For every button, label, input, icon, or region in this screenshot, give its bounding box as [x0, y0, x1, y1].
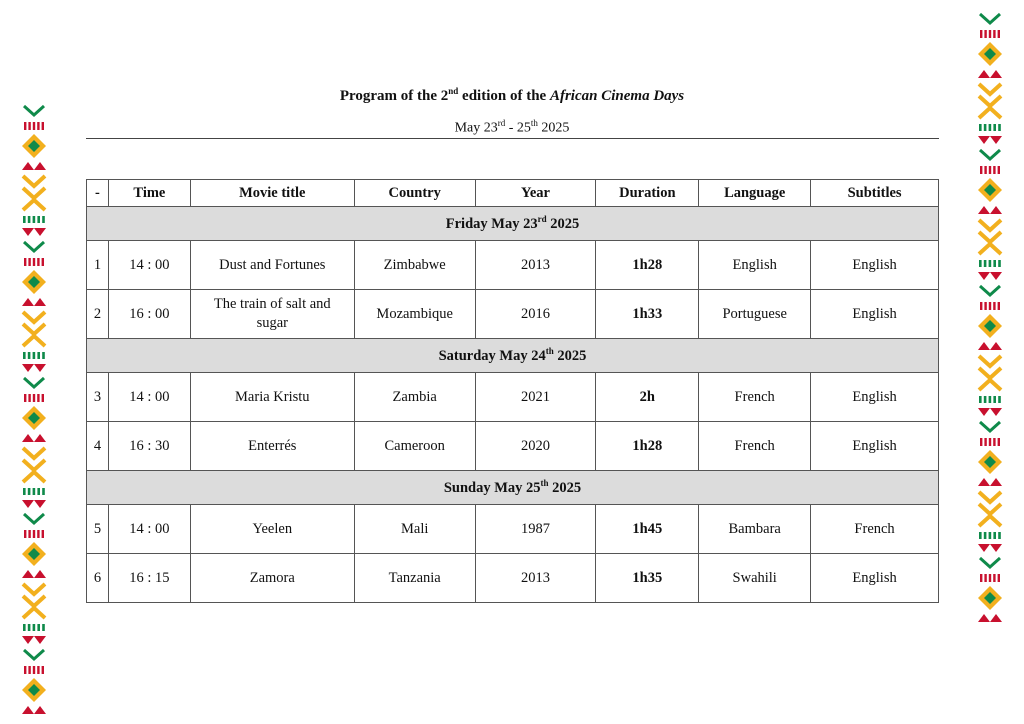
tick-mark [993, 532, 996, 539]
stripe-mark [28, 394, 30, 402]
chevron-mark [980, 422, 1000, 431]
tick-mark [998, 532, 1001, 539]
stripe-mark [993, 166, 995, 174]
tick-mark [979, 396, 982, 403]
triangle-mark [22, 434, 34, 442]
triangle-mark [978, 342, 990, 350]
cell-time: 16 : 30 [108, 422, 190, 471]
col-header: Language [699, 180, 811, 207]
left-pattern-border [16, 104, 52, 714]
chevron-mark [23, 608, 45, 618]
day-row [87, 339, 939, 373]
chevron-mark [24, 650, 44, 659]
chevron-mark [979, 108, 1001, 118]
tick-mark [37, 216, 40, 223]
stripe-mark [993, 302, 995, 310]
stripe-mark [28, 666, 30, 674]
chevron-mark [979, 504, 1001, 514]
triangle-mark [22, 228, 34, 236]
stripe-mark [984, 438, 986, 446]
stripe-mark [989, 30, 991, 38]
row-number: 3 [87, 373, 109, 422]
tick-mark [33, 488, 36, 495]
triangle-mark [990, 408, 1002, 416]
tick-mark [28, 216, 31, 223]
stripe-mark [33, 530, 35, 538]
cell-country: Tanzania [354, 554, 475, 603]
cell-subtitles: French [811, 505, 939, 554]
stripe-mark [37, 394, 39, 402]
tick-mark [984, 260, 987, 267]
stripe-mark [28, 530, 30, 538]
stripe-mark [993, 574, 995, 582]
chevron-mark [24, 242, 44, 251]
triangle-mark [34, 298, 46, 306]
triangle-mark [978, 70, 990, 78]
stripe-mark [980, 302, 982, 310]
cell-subtitles: English [811, 422, 939, 471]
program-table [86, 179, 939, 603]
tick-mark [984, 532, 987, 539]
triangle-mark [22, 636, 34, 644]
header-row [87, 180, 939, 207]
table-row [87, 505, 939, 554]
stripe-mark [980, 438, 982, 446]
triangle-mark [978, 408, 990, 416]
chevron-mark [23, 200, 45, 210]
cell-duration: 1h35 [596, 554, 699, 603]
cell-country: Cameroon [354, 422, 475, 471]
day-heading: Sunday May 25th 2025 [87, 471, 939, 505]
col-header: Country [354, 180, 475, 207]
cell-title: Maria Kristu [190, 373, 354, 422]
row-number: 4 [87, 422, 109, 471]
chevron-mark [980, 558, 1000, 567]
chevron-mark [23, 176, 45, 186]
stripe-mark [993, 438, 995, 446]
cell-duration: 1h28 [596, 241, 699, 290]
triangle-mark [34, 570, 46, 578]
tick-mark [989, 260, 992, 267]
stripe-mark [998, 574, 1000, 582]
day-row [87, 207, 939, 241]
row-number: 2 [87, 290, 109, 339]
cell-year: 2021 [475, 373, 596, 422]
triangle-mark [34, 636, 46, 644]
tick-mark [42, 624, 45, 631]
tick-mark [37, 352, 40, 359]
chevron-mark [979, 232, 1001, 242]
triangle-mark [22, 570, 34, 578]
row-number: 1 [87, 241, 109, 290]
stripe-mark [24, 394, 26, 402]
stripe-mark [33, 258, 35, 266]
stripe-mark [989, 438, 991, 446]
col-header: Subtitles [811, 180, 939, 207]
cell-duration: 2h [596, 373, 699, 422]
stripe-mark [37, 530, 39, 538]
stripe-mark [984, 302, 986, 310]
chevron-mark [979, 356, 1001, 366]
cell-time: 16 : 15 [108, 554, 190, 603]
chevron-mark [23, 336, 45, 346]
stripe-mark [42, 530, 44, 538]
stripe-mark [980, 166, 982, 174]
triangle-mark [22, 706, 34, 714]
stripe-mark [984, 30, 986, 38]
triangle-mark [978, 272, 990, 280]
table-row [87, 422, 939, 471]
chevron-mark [23, 312, 45, 322]
cell-year: 2020 [475, 422, 596, 471]
cell-duration: 1h28 [596, 422, 699, 471]
chevron-mark [24, 514, 44, 523]
stripe-mark [998, 438, 1000, 446]
cell-country: Mozambique [354, 290, 475, 339]
col-header: Movie title [190, 180, 354, 207]
tick-mark [33, 216, 36, 223]
tick-mark [979, 260, 982, 267]
table-row [87, 290, 939, 339]
tick-mark [984, 396, 987, 403]
triangle-mark [990, 614, 1002, 622]
tick-mark [989, 532, 992, 539]
table-row [87, 241, 939, 290]
tick-mark [37, 488, 40, 495]
table-row [87, 373, 939, 422]
triangle-mark [978, 478, 990, 486]
tick-mark [23, 216, 26, 223]
cell-time: 16 : 00 [108, 290, 190, 339]
chevron-mark [24, 378, 44, 387]
chevron-mark [23, 188, 45, 198]
col-header: Time [108, 180, 190, 207]
triangle-mark [978, 614, 990, 622]
cell-year: 2013 [475, 554, 596, 603]
stripe-mark [989, 574, 991, 582]
stripe-mark [24, 666, 26, 674]
tick-mark [33, 624, 36, 631]
stripe-mark [42, 666, 44, 674]
cell-subtitles: English [811, 290, 939, 339]
cell-language: French [699, 373, 811, 422]
table-row [87, 554, 939, 603]
triangle-mark [34, 706, 46, 714]
chevron-mark [24, 106, 44, 115]
cell-country: Mali [354, 505, 475, 554]
triangle-mark [34, 162, 46, 170]
tick-mark [28, 624, 31, 631]
event-dates: May 23rd - 25th 2025 [454, 118, 570, 136]
triangle-mark [22, 162, 34, 170]
col-header: Duration [596, 180, 699, 207]
triangle-mark [22, 298, 34, 306]
cell-title: Dust and Fortunes [190, 241, 354, 290]
stripe-mark [33, 394, 35, 402]
tick-mark [23, 488, 26, 495]
chevron-mark [23, 472, 45, 482]
chevron-mark [23, 584, 45, 594]
tick-mark [989, 396, 992, 403]
triangle-mark [34, 228, 46, 236]
col-header: Year [475, 180, 596, 207]
cell-time: 14 : 00 [108, 241, 190, 290]
stripe-mark [28, 258, 30, 266]
cell-time: 14 : 00 [108, 373, 190, 422]
chevron-mark [23, 324, 45, 334]
cell-language: French [699, 422, 811, 471]
triangle-mark [22, 500, 34, 508]
stripe-mark [33, 666, 35, 674]
stripe-mark [37, 258, 39, 266]
triangle-mark [990, 206, 1002, 214]
cell-title: Enterrés [190, 422, 354, 471]
tick-mark [33, 352, 36, 359]
tick-mark [28, 488, 31, 495]
stripe-mark [42, 394, 44, 402]
chevron-mark [23, 448, 45, 458]
triangle-mark [34, 434, 46, 442]
row-number: 5 [87, 505, 109, 554]
chevron-mark [23, 596, 45, 606]
cell-duration: 1h45 [596, 505, 699, 554]
row-number: 6 [87, 554, 109, 603]
page-title: Program of the 2nd edition of the African Cinema Days [339, 86, 685, 104]
tick-mark [993, 260, 996, 267]
cell-time: 14 : 00 [108, 505, 190, 554]
stripe-mark [42, 258, 44, 266]
stripe-mark [980, 30, 982, 38]
cell-year: 2016 [475, 290, 596, 339]
cell-title-text: The train of salt and sugar [213, 296, 331, 331]
tick-mark [998, 396, 1001, 403]
tick-mark [42, 352, 45, 359]
cell-language: Portuguese [699, 290, 811, 339]
triangle-mark [990, 342, 1002, 350]
triangle-mark [34, 500, 46, 508]
triangle-mark [990, 70, 1002, 78]
stripe-mark [993, 30, 995, 38]
cell-language: Swahili [699, 554, 811, 603]
tick-mark [998, 260, 1001, 267]
triangle-mark [978, 136, 990, 144]
cell-subtitles: English [811, 373, 939, 422]
stripe-mark [24, 258, 26, 266]
cell-title: Zamora [190, 554, 354, 603]
cell-language: Bambara [699, 505, 811, 554]
stripe-mark [998, 30, 1000, 38]
chevron-mark [979, 380, 1001, 390]
chevron-mark [980, 286, 1000, 295]
stripe-mark [24, 530, 26, 538]
cell-country: Zambia [354, 373, 475, 422]
chevron-mark [979, 492, 1001, 502]
stripe-mark [37, 666, 39, 674]
chevron-mark [979, 244, 1001, 254]
stripe-mark [989, 166, 991, 174]
triangle-mark [990, 272, 1002, 280]
tick-mark [23, 624, 26, 631]
chevron-mark [979, 220, 1001, 230]
chevron-mark [23, 460, 45, 470]
stripe-mark [998, 166, 1000, 174]
cell-subtitles: English [811, 554, 939, 603]
triangle-mark [978, 206, 990, 214]
tick-mark [37, 624, 40, 631]
cell-year: 2013 [475, 241, 596, 290]
triangle-mark [22, 364, 34, 372]
stripe-mark [984, 574, 986, 582]
chevron-mark [979, 368, 1001, 378]
cell-subtitles: English [811, 241, 939, 290]
cell-duration: 1h33 [596, 290, 699, 339]
chevron-mark [980, 14, 1000, 23]
cell-country: Zimbabwe [354, 241, 475, 290]
col-header: - [87, 180, 109, 207]
tick-mark [993, 396, 996, 403]
stripe-mark [989, 302, 991, 310]
cell-language: English [699, 241, 811, 290]
triangle-mark [34, 364, 46, 372]
chevron-mark [979, 516, 1001, 526]
tick-mark [979, 532, 982, 539]
stripe-mark [980, 574, 982, 582]
triangle-mark [990, 544, 1002, 552]
title-divider [86, 138, 939, 139]
cell-title: Yeelen [190, 505, 354, 554]
tick-mark [23, 352, 26, 359]
triangle-mark [990, 136, 1002, 144]
tick-mark [42, 216, 45, 223]
chevron-mark [980, 150, 1000, 159]
day-row [87, 471, 939, 505]
stripe-mark [998, 302, 1000, 310]
stripe-mark [984, 166, 986, 174]
cell-title [190, 290, 354, 339]
cell-year: 1987 [475, 505, 596, 554]
day-heading: Friday May 23rd 2025 [87, 207, 939, 241]
tick-mark [28, 352, 31, 359]
triangle-mark [978, 544, 990, 552]
triangle-mark [990, 478, 1002, 486]
day-heading: Saturday May 24th 2025 [87, 339, 939, 373]
tick-mark [42, 488, 45, 495]
